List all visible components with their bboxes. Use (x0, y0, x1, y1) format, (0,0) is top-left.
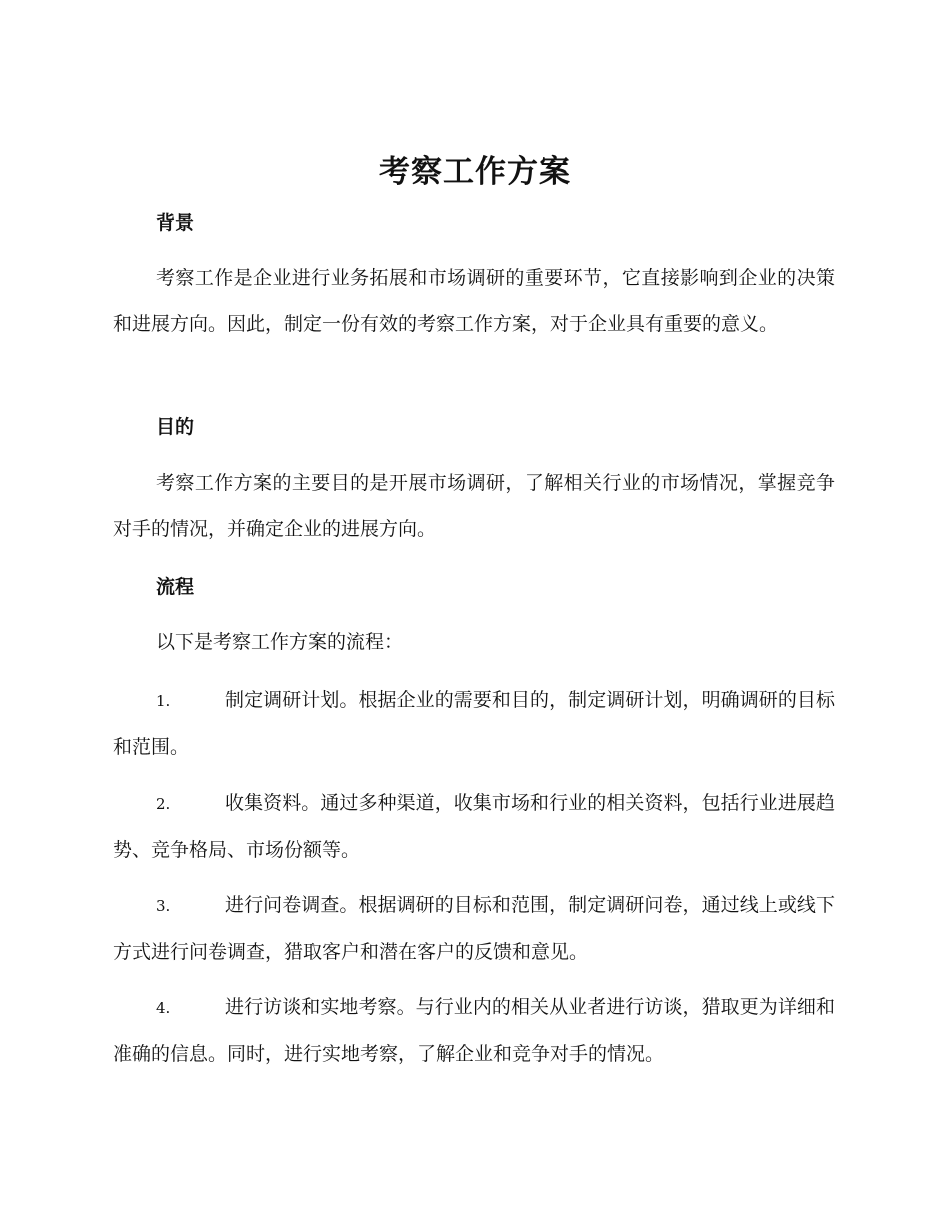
section-text-purpose: 考察工作方案的主要目的是开展市场调研，了解相关行业的市场情况，掌握竞争对手的情况，并确定企业的进展方向。 (113, 472, 835, 540)
list-item-text: 进行问卷调查。根据调研的目标和范围，制定调研问卷，通过线上或线下方式进行问卷调查，猎取客户和潜在客户的反馈和意见。 (113, 894, 835, 963)
list-item-text: 制定调研计划。根据企业的需要和目的，制定调研计划，明确调研的目标和范围。 (113, 689, 835, 758)
section-heading-background: 背景 (156, 212, 195, 234)
list-item (113, 677, 835, 770)
list-item (113, 882, 835, 975)
list-item-number: 3. (156, 897, 171, 915)
list-item-number: 1. (156, 692, 171, 710)
process-intro: 以下是考察工作方案的流程： (156, 631, 404, 653)
section-text-background: 考察工作是企业进行业务拓展和市场调研的重要环节，它直接影响到企业的决策和进展方向。因此，制定一份有效的考察工作方案，对于企业具有重要的意义。 (113, 267, 835, 335)
section-heading-purpose: 目的 (156, 416, 195, 438)
list-item-number: 4. (156, 999, 171, 1017)
list-item (113, 984, 835, 1077)
section-heading-process: 流程 (156, 576, 195, 598)
list-item-text: 收集资料。通过多种渠道，收集市场和行业的相关资料，包括行业进展趋势、竞争格局、市场份额等。 (113, 792, 835, 861)
list-item (113, 780, 835, 873)
list-item-number: 2. (156, 795, 171, 813)
document-title: 考察工作方案 (379, 154, 571, 190)
list-item-text: 进行访谈和实地考察。与行业内的相关从业者进行访谈，猎取更为详细和准确的信息。同时，进行实地考察，了解企业和竞争对手的情况。 (113, 996, 835, 1065)
